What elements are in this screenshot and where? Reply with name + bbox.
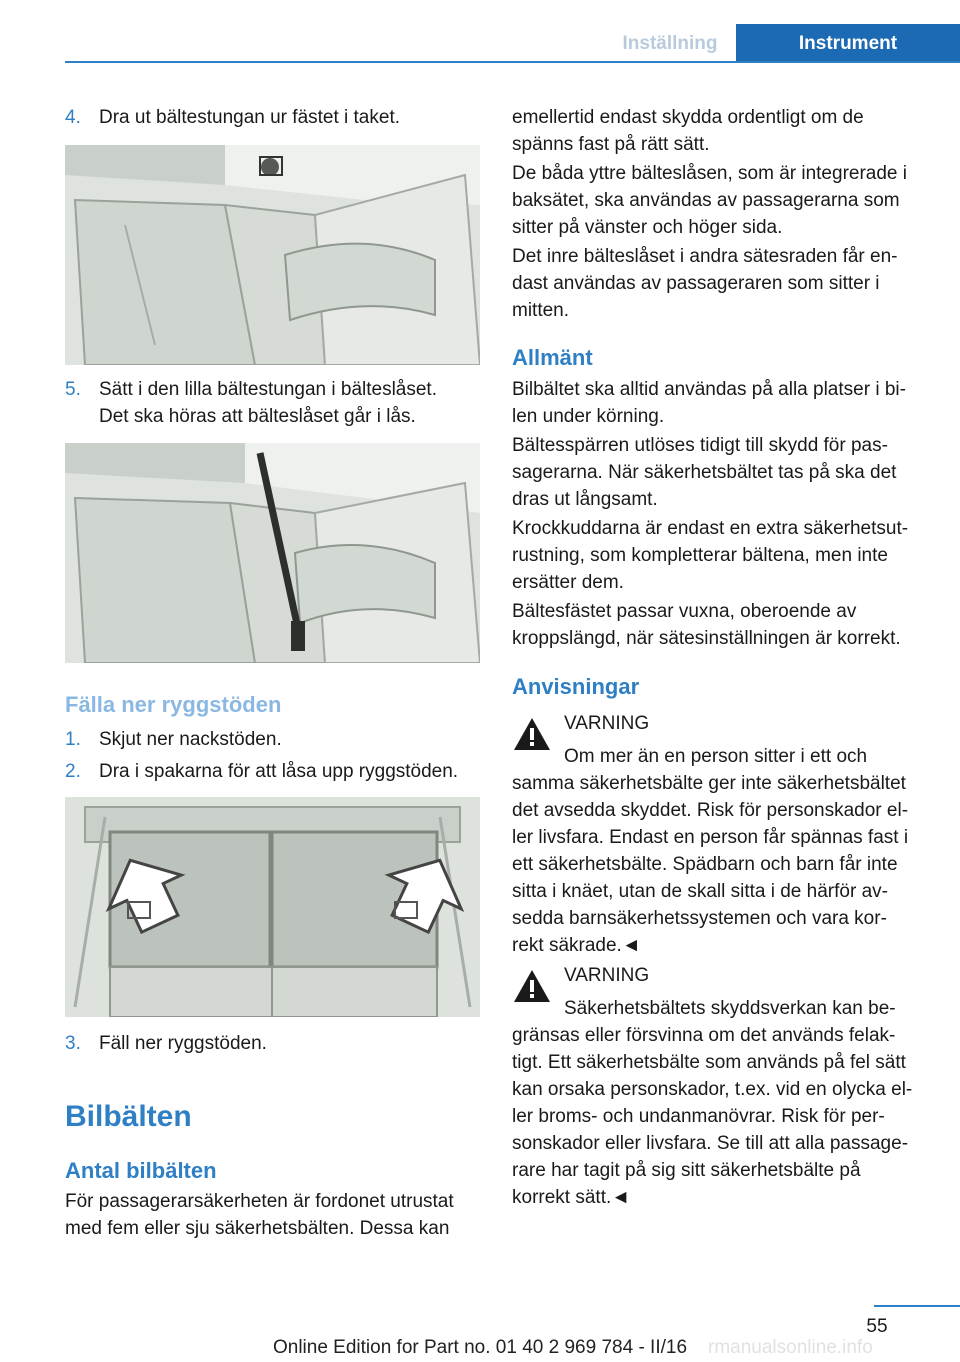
header-tab-section: Inställning (622, 33, 718, 54)
warning-text-line: ett säkerhetsbälte. Spädbarn och barn får inte (512, 854, 898, 875)
paragraph-line: rustning, som kompletterar bältena, men inte (512, 545, 888, 566)
step-5 (65, 376, 480, 432)
photo-belt-buckled-graphic (65, 443, 480, 663)
paragraph-line: Bältesfästet passar vuxna, oberoende av (512, 601, 857, 622)
step-text: Dra i spakarna för att låsa upp ryggstöden. (99, 761, 459, 782)
edition-note: Online Edition for Part no. 01 40 2 969 784 - II/16 (272, 1337, 688, 1358)
warning-text-line: rekt säkrade.◄ (512, 935, 641, 956)
photo-ceiling-belt-anchor (65, 145, 480, 365)
paragraph-line: baksätet, ska användas av passagerarna som (512, 190, 900, 211)
paragraph-line: De båda yttre bälteslåsen, som är integrerade i (512, 163, 907, 184)
photo-belt-buckled (65, 443, 480, 663)
paragraph-line: mitten. (512, 300, 570, 321)
heading-notes: Anvisningar (512, 674, 640, 699)
paragraph-line: sagerarna. När säkerhetsbältet tas på ska det (512, 462, 897, 483)
watermark: rmanualsonline.info (708, 1337, 873, 1358)
warning-triangle-icon (512, 968, 552, 1004)
paragraph-line: len under körning. (512, 406, 665, 427)
warning-label: VARNING (564, 713, 650, 734)
step-text-line-1: Sätt i den lilla bältestungan i bälteslåset. (99, 379, 437, 400)
step-number: 2. (65, 761, 81, 782)
photo-release-levers (65, 797, 480, 1017)
warning-triangle-icon (512, 716, 552, 752)
footer-rule (874, 1305, 960, 1307)
paragraph-line: För passagerarsäkerheten är fordonet utrustat (65, 1191, 454, 1212)
fold-step-3 (65, 1030, 480, 1058)
step-text: Skjut ner nackstöden. (99, 729, 282, 750)
warning-text-line: sonskador eller livsfara. Se till att alla passage- (512, 1133, 909, 1154)
warning-text-line: sedda barnsäkerhetssystemen och vara kor- (512, 908, 887, 929)
fold-step-1 (65, 726, 480, 754)
subheading-number-of-belts: Antal bilbälten (65, 1158, 217, 1183)
warning-box-1 (512, 708, 932, 956)
step-4 (65, 104, 480, 132)
step-text: Dra ut bältestungan ur fästet i taket. (99, 107, 401, 128)
warning-text-line: ler broms- och undanmanövrar. Risk för per- (512, 1106, 885, 1127)
heading-general: Allmänt (512, 345, 593, 370)
paragraph-line: dast användas av passageraren som sitter i (512, 273, 880, 294)
step-number: 4. (65, 107, 81, 128)
header-tab-chapter: Instrument (736, 24, 960, 63)
step-number: 3. (65, 1033, 81, 1054)
warning-text-line: tigt. Ett säkerhetsbälte som används på fel sätt (512, 1052, 906, 1073)
warning-text-line: korrekt sätt.◄ (512, 1187, 631, 1208)
step-number: 1. (65, 729, 81, 750)
paragraph-line: ersätter dem. (512, 572, 624, 593)
paragraph-line: dras ut långsamt. (512, 489, 658, 510)
fold-step-2 (65, 758, 480, 786)
fold-heading: Fälla ner ryggstöden (65, 692, 282, 717)
warning-label: VARNING (564, 965, 650, 986)
warning-box-2 (512, 960, 932, 1208)
warning-text-line: sitta i knäet, utan de skall sitta i de härför av- (512, 881, 888, 902)
warning-text-line: kan orsaka personskador, t.ex. vid en olycka el- (512, 1079, 913, 1100)
warning-text-line: det avsedda skyddet. Risk för personskador el- (512, 800, 909, 821)
paragraph-line: Krockkuddarna är endast en extra säkerhetsut- (512, 518, 909, 539)
paragraph-line: kroppslängd, när sätesinställningen är korrekt. (512, 628, 901, 649)
paragraph-line: Bältesspärren utlöses tidigt till skydd för pas- (512, 435, 888, 456)
photo-ceiling-belt-anchor-graphic (65, 145, 480, 365)
paragraph-line: Det inre bälteslåset i andra sätesraden får en- (512, 246, 898, 267)
warning-text-line: gränsas eller försvinna om det används felak- (512, 1025, 896, 1046)
warning-text-line: Om mer än en person sitter i ett och (564, 746, 868, 767)
paragraph-line: Bilbältet ska alltid användas på alla platser i bi- (512, 379, 906, 400)
header-rule (65, 61, 960, 63)
warning-text-line: samma säkerhetsbälte ger inte säkerhetsbältet (512, 773, 906, 794)
warning-text-line: Säkerhetsbältets skyddsverkan kan be- (564, 998, 896, 1019)
step-number: 5. (65, 379, 81, 400)
photo-release-levers-graphic (65, 797, 480, 1017)
page-number: 55 (866, 1316, 888, 1337)
step-text: Fäll ner ryggstöden. (99, 1033, 267, 1054)
paragraph-line: emellertid endast skydda ordentligt om de (512, 107, 864, 128)
paragraph-line: spänns fast på rätt sätt. (512, 134, 710, 155)
warning-text-line: ler livsfara. Endast en person får spännas fast i (512, 827, 909, 848)
paragraph-line: med fem eller sju säkerhetsbälten. Dessa kan (65, 1218, 450, 1239)
step-text-line-2: Det ska höras att bälteslåset går i lås. (99, 406, 416, 427)
paragraph-line: sitter på vänster och höger sida. (512, 217, 783, 238)
warning-text-line: rare har tagit på sig sitt säkerhetsbälte på (512, 1160, 861, 1181)
section-heading-seatbelts: Bilbälten (65, 1100, 192, 1133)
